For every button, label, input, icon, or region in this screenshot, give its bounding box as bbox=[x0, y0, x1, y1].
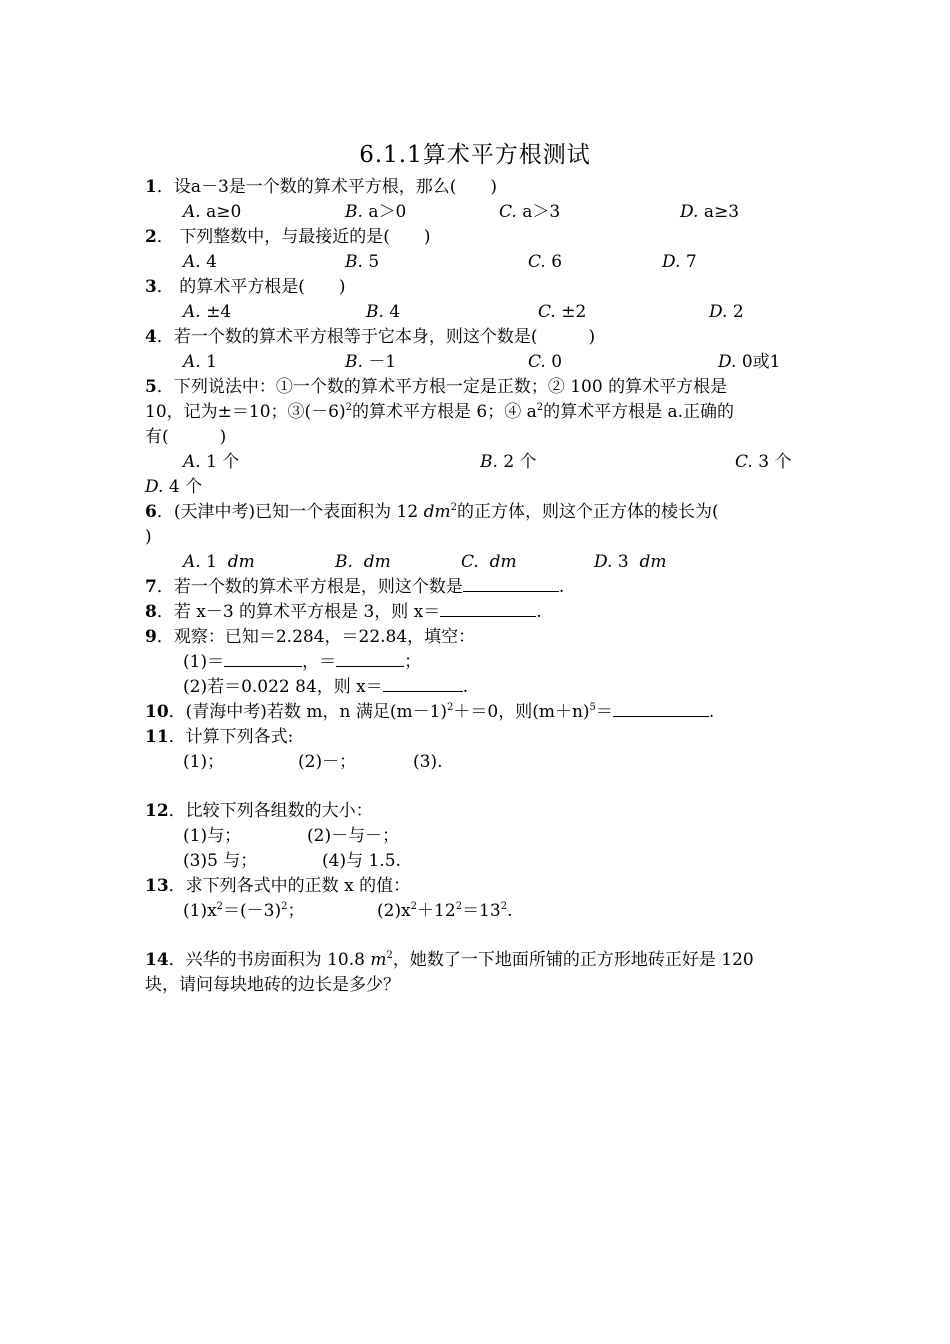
option-d: D. 0或1 bbox=[718, 352, 781, 372]
option-d: D. 2 bbox=[709, 302, 744, 322]
question-2: 2． 下列整数中，与最接近的是( ) bbox=[145, 227, 431, 247]
question-5-line-2: 10，记为±＝10；$③(-6)^2$的算术平方根是 6；④ $a^2$的算术平方根是 a.正确的 bbox=[145, 402, 735, 422]
question-number: 1 bbox=[145, 177, 157, 197]
option-c: C. dm bbox=[461, 552, 517, 572]
question-12-part-1: (1)与； bbox=[183, 826, 242, 846]
question-12-part-3: (3)5 与； bbox=[183, 851, 258, 871]
question-text: 若一个数的算术平方根等于它本身，则这个数是( ) bbox=[173, 327, 596, 347]
page-title: 6.1.1算术平方根测试 bbox=[359, 142, 591, 168]
option-d: D. a≥3 bbox=[680, 202, 740, 222]
question-1: 1．设a－3是一个数的算术平方根，那么( ) bbox=[145, 177, 498, 197]
question-11: 11．计算下列各式: bbox=[145, 727, 294, 747]
option-b: B. 2 个 bbox=[480, 452, 537, 472]
question-13-part-2: $(2)x^2+12^2=13^2$. bbox=[377, 901, 513, 921]
question-11-part-1: (1)； bbox=[183, 752, 225, 772]
question-9-part-1: (1)＝ ，＝ ； bbox=[183, 652, 422, 672]
option-c: C. 0 bbox=[528, 352, 563, 372]
question-11-part-3: (3). bbox=[413, 752, 443, 772]
option-c: C. a＞3 bbox=[499, 202, 561, 222]
question-6: 6．(天津中考)已知一个表面积为 12 $dm^2$的正方体，则这个正方体的棱长为( bbox=[145, 502, 719, 522]
option-a: A. ±4 bbox=[183, 302, 232, 322]
option-a: A. a≥0 bbox=[183, 202, 242, 222]
answer-blank[interactable] bbox=[383, 675, 463, 692]
question-14-line-2: 块，请问每块地砖的边长是多少？ bbox=[145, 975, 400, 995]
option-c: C. ±2 bbox=[538, 302, 587, 322]
question-9: 9．观察：已知＝2.284，＝22.84，填空： bbox=[145, 627, 476, 647]
option-a: A. 1 dm bbox=[183, 552, 255, 572]
question-12-part-4: (4)与 1.5. bbox=[322, 851, 401, 871]
answer-blank[interactable] bbox=[336, 650, 404, 667]
option-a: A. 4 bbox=[183, 252, 217, 272]
option-b: B. 4 bbox=[366, 302, 401, 322]
question-13: 13．求下列各式中的正数 x 的值： bbox=[145, 876, 411, 896]
option-a: A. 1 bbox=[183, 352, 217, 372]
question-12: 12．比较下列各组数的大小： bbox=[145, 801, 373, 821]
option-b: B. －1 bbox=[345, 352, 397, 372]
option-b: B. a＞0 bbox=[345, 202, 407, 222]
question-text: 的算术平方根是( ) bbox=[179, 277, 346, 297]
answer-blank[interactable] bbox=[224, 650, 302, 667]
question-text: 设a－3是一个数的算术平方根，那么( ) bbox=[173, 177, 498, 197]
option-b: B. 5 bbox=[345, 252, 380, 272]
option-d: D. 7 bbox=[662, 252, 697, 272]
option-c: C. 6 bbox=[528, 252, 563, 272]
option-c: C. 3 个 bbox=[735, 452, 792, 472]
question-11-part-2: (2)－； bbox=[298, 752, 357, 772]
question-4: 4．若一个数的算术平方根等于它本身，则这个数是( ) bbox=[145, 327, 596, 347]
answer-blank[interactable] bbox=[440, 600, 536, 617]
question-6-close: ) bbox=[145, 527, 152, 547]
question-8: 8．若 x－3 的算术平方根是 3，则 x＝ . bbox=[145, 602, 542, 622]
option-d: D. 4 个 bbox=[145, 477, 203, 497]
question-text: 下列整数中，与最接近的是( ) bbox=[179, 227, 431, 247]
answer-blank[interactable] bbox=[613, 700, 709, 717]
option-a: A. 1 个 bbox=[183, 452, 240, 472]
question-13-part-1: $(1)x^2=(-3)^2$； bbox=[183, 901, 305, 921]
question-3: 3． 的算术平方根是( ) bbox=[145, 277, 346, 297]
question-5-line-3: 有( ) bbox=[145, 427, 227, 447]
question-5: 5．下列说法中：①一个数的算术平方根一定是正数；② 100 的算术平方根是 bbox=[145, 377, 728, 397]
option-d: D. 3 dm bbox=[594, 552, 667, 572]
question-12-part-2: (2)－与－； bbox=[307, 826, 400, 846]
question-9-part-2: (2)若＝0.022 84，则 x＝ . bbox=[183, 677, 469, 697]
question-7: 7．若一个数的算术平方根是，则这个数是 . bbox=[145, 577, 565, 597]
answer-blank[interactable] bbox=[463, 575, 559, 592]
question-10: 10．(青海中考)若数 m，n 满足$(m-1)^2+=0$，则$(m+n)^5=$ . bbox=[145, 702, 715, 722]
question-14: 14．兴华的书房面积为 10.8 $m^2$，她数了一下地面所铺的正方形地砖正好是 120 bbox=[145, 950, 754, 970]
option-b: B. dm bbox=[335, 552, 391, 572]
